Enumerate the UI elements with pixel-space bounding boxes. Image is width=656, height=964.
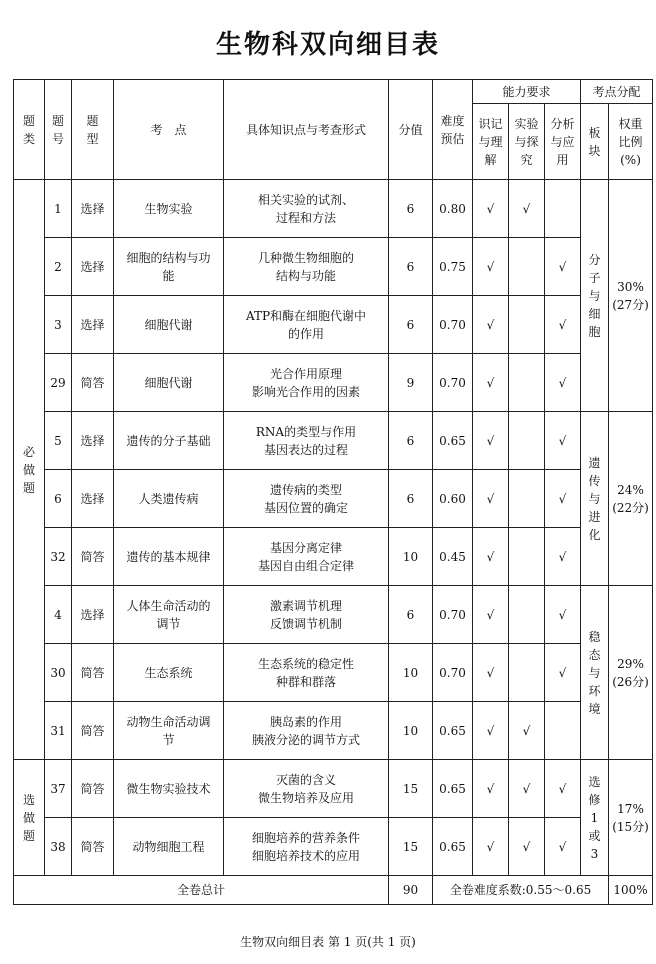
row-ability-analysis-check <box>545 180 581 238</box>
page-title: 生物科双向细目表 <box>215 30 440 60</box>
row-number: 37 <box>45 760 72 818</box>
table-row <box>14 644 653 702</box>
section-cell: 分子与细胞 <box>581 180 609 412</box>
row-difficulty: 0.65 <box>433 818 473 876</box>
row-ability-recall-check: √ <box>473 296 509 354</box>
total-label: 全卷总计 <box>14 876 389 905</box>
row-ability-recall-check: √ <box>473 470 509 528</box>
row-detail: 灭菌的含义 微生物培养及应用 <box>224 760 389 818</box>
row-detail: 基因分离定律 基因自由组合定律 <box>224 528 389 586</box>
row-detail: 胰岛素的作用 胰液分泌的调节方式 <box>224 702 389 760</box>
row-type: 选择 <box>72 412 114 470</box>
row-number: 31 <box>45 702 72 760</box>
row-score: 9 <box>389 354 433 412</box>
table-row <box>14 760 653 818</box>
row-topic: 细胞代谢 <box>114 296 224 354</box>
row-difficulty: 0.60 <box>433 470 473 528</box>
row-detail: 相关实验的试剂、 过程和方法 <box>224 180 389 238</box>
row-detail: ATP和酶在细胞代谢中 的作用 <box>224 296 389 354</box>
row-topic: 细胞的结构与功能 <box>114 238 224 296</box>
row-detail: 细胞培养的营养条件 细胞培养技术的应用 <box>224 818 389 876</box>
header-difficulty: 难度预估 <box>433 80 473 180</box>
row-ability-experiment-check <box>509 586 545 644</box>
row-ability-experiment-check <box>509 296 545 354</box>
row-score: 10 <box>389 702 433 760</box>
row-ability-analysis-check: √ <box>545 238 581 296</box>
row-ability-recall-check: √ <box>473 180 509 238</box>
row-score: 6 <box>389 238 433 296</box>
header-category: 题类 <box>14 80 45 180</box>
row-type: 选择 <box>72 180 114 238</box>
row-ability-recall-check: √ <box>473 818 509 876</box>
row-difficulty: 0.70 <box>433 644 473 702</box>
row-topic: 细胞代谢 <box>114 354 224 412</box>
row-detail: 几种微生物细胞的 结构与功能 <box>224 238 389 296</box>
page-footer: 生物双向细目表 第 1 页(共 1 页) <box>240 935 416 949</box>
row-topic: 动物生命活动调节 <box>114 702 224 760</box>
header-section: 板块 <box>581 104 609 180</box>
row-score: 10 <box>389 644 433 702</box>
row-ability-analysis-check: √ <box>545 586 581 644</box>
weight-cell: 29% (26分) <box>609 586 653 760</box>
row-ability-recall-check: √ <box>473 238 509 296</box>
row-difficulty: 0.65 <box>433 760 473 818</box>
row-difficulty: 0.65 <box>433 412 473 470</box>
weight-cell: 30% (27分) <box>609 180 653 412</box>
row-score: 15 <box>389 760 433 818</box>
row-detail: 光合作用原理 影响光合作用的因素 <box>224 354 389 412</box>
row-ability-analysis-check: √ <box>545 528 581 586</box>
row-score: 10 <box>389 528 433 586</box>
table-row <box>14 180 653 238</box>
row-topic: 人体生命活动的调节 <box>114 586 224 644</box>
total-difficulty: 全卷难度系数:0.55～0.65 <box>433 876 609 905</box>
row-score: 6 <box>389 180 433 238</box>
total-weight: 100% <box>609 876 653 905</box>
row-number: 5 <box>45 412 72 470</box>
row-ability-recall-check: √ <box>473 412 509 470</box>
row-ability-analysis-check: √ <box>545 470 581 528</box>
row-score: 6 <box>389 296 433 354</box>
header-type: 题型 <box>72 80 114 180</box>
row-type: 简答 <box>72 818 114 876</box>
row-ability-recall-check: √ <box>473 354 509 412</box>
table-row <box>14 586 653 644</box>
header-topic: 考 点 <box>114 80 224 180</box>
row-topic: 动物细胞工程 <box>114 818 224 876</box>
table-row <box>14 702 653 760</box>
row-ability-recall-check: √ <box>473 760 509 818</box>
row-detail: 激素调节机理 反馈调节机制 <box>224 586 389 644</box>
row-topic: 生物实验 <box>114 180 224 238</box>
spec-table <box>13 79 653 905</box>
row-ability-experiment-check <box>509 470 545 528</box>
row-ability-analysis-check <box>545 702 581 760</box>
row-type: 选择 <box>72 238 114 296</box>
category-required: 必做题 <box>14 180 45 760</box>
table-row <box>14 412 653 470</box>
table-row <box>14 470 653 528</box>
row-difficulty: 0.65 <box>433 702 473 760</box>
row-detail: 遗传病的类型 基因位置的确定 <box>224 470 389 528</box>
row-ability-experiment-check <box>509 644 545 702</box>
row-difficulty: 0.70 <box>433 296 473 354</box>
row-score: 6 <box>389 470 433 528</box>
row-number: 1 <box>45 180 72 238</box>
header-distribution-group: 考点分配 <box>581 80 653 104</box>
row-type: 简答 <box>72 702 114 760</box>
section-cell: 遗传与进化 <box>581 412 609 586</box>
row-topic: 人类遗传病 <box>114 470 224 528</box>
header-ability-1: 识记与理解 <box>473 104 509 180</box>
row-difficulty: 0.70 <box>433 354 473 412</box>
row-ability-recall-check: √ <box>473 586 509 644</box>
row-ability-analysis-check: √ <box>545 760 581 818</box>
row-ability-experiment-check <box>509 238 545 296</box>
row-detail: RNA的类型与作用 基因表达的过程 <box>224 412 389 470</box>
row-ability-analysis-check: √ <box>545 412 581 470</box>
table-row <box>14 296 653 354</box>
row-ability-analysis-check: √ <box>545 818 581 876</box>
row-ability-recall-check: √ <box>473 644 509 702</box>
row-ability-analysis-check: √ <box>545 296 581 354</box>
row-type: 简答 <box>72 644 114 702</box>
row-type: 简答 <box>72 354 114 412</box>
category-elective: 选做题 <box>14 760 45 876</box>
header-number: 题号 <box>45 80 72 180</box>
row-topic: 生态系统 <box>114 644 224 702</box>
row-ability-experiment-check: √ <box>509 818 545 876</box>
row-ability-analysis-check: √ <box>545 354 581 412</box>
table-row <box>14 354 653 412</box>
table-row <box>14 528 653 586</box>
row-score: 6 <box>389 586 433 644</box>
row-type: 选择 <box>72 296 114 354</box>
row-ability-experiment-check <box>509 528 545 586</box>
row-ability-analysis-check: √ <box>545 644 581 702</box>
weight-cell: 17% (15分) <box>609 760 653 876</box>
row-difficulty: 0.45 <box>433 528 473 586</box>
row-number: 38 <box>45 818 72 876</box>
row-type: 选择 <box>72 470 114 528</box>
row-number: 6 <box>45 470 72 528</box>
row-ability-experiment-check <box>509 354 545 412</box>
table-row <box>14 238 653 296</box>
row-score: 15 <box>389 818 433 876</box>
row-number: 4 <box>45 586 72 644</box>
header-score: 分值 <box>389 80 433 180</box>
row-ability-experiment-check <box>509 412 545 470</box>
row-type: 简答 <box>72 528 114 586</box>
row-number: 2 <box>45 238 72 296</box>
row-number: 29 <box>45 354 72 412</box>
section-cell: 选修1或3 <box>581 760 609 876</box>
total-score: 90 <box>389 876 433 905</box>
header-ability-3: 分析与应用 <box>545 104 581 180</box>
section-cell: 稳态与环境 <box>581 586 609 760</box>
row-type: 选择 <box>72 586 114 644</box>
header-detail: 具体知识点与考查形式 <box>224 80 389 180</box>
row-topic: 遗传的基本规律 <box>114 528 224 586</box>
row-topic: 微生物实验技术 <box>114 760 224 818</box>
row-ability-experiment-check: √ <box>509 702 545 760</box>
row-ability-experiment-check: √ <box>509 180 545 238</box>
row-difficulty: 0.75 <box>433 238 473 296</box>
row-ability-experiment-check: √ <box>509 760 545 818</box>
weight-cell: 24% (22分) <box>609 412 653 586</box>
row-number: 32 <box>45 528 72 586</box>
header-ability-2: 实验与探究 <box>509 104 545 180</box>
table-row <box>14 818 653 876</box>
row-number: 30 <box>45 644 72 702</box>
row-number: 3 <box>45 296 72 354</box>
header-ability-group: 能力要求 <box>473 80 581 104</box>
row-score: 6 <box>389 412 433 470</box>
row-difficulty: 0.70 <box>433 586 473 644</box>
header-weight: 权重比例(%) <box>609 104 653 180</box>
row-type: 简答 <box>72 760 114 818</box>
row-ability-recall-check: √ <box>473 528 509 586</box>
row-topic: 遗传的分子基础 <box>114 412 224 470</box>
row-detail: 生态系统的稳定性 种群和群落 <box>224 644 389 702</box>
row-difficulty: 0.80 <box>433 180 473 238</box>
row-ability-recall-check: √ <box>473 702 509 760</box>
